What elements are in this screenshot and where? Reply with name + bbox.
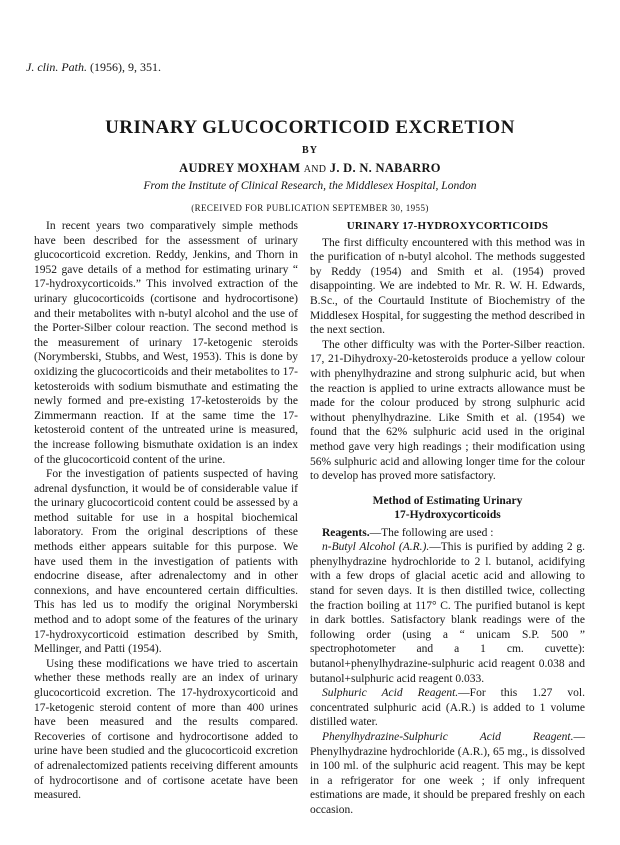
reagents-label: Reagents. (322, 526, 370, 539)
paragraph: The other difficulty was with the Porter-Silber reaction. 17, 21-Dihydroxy-20-ketosteroids produce a yellow colour with phenylhydrazine and strong sulphuric acid, but when the reaction is applied to urine extracts allowance must be made for the colour produced by strong sulphuric acid without phenylhydrazine. Like Smith et al. (1954) we found that the 62% sulphuric acid used in the original method gave very high readings ; their modification using 56% sulphuric acid and allowing longer time for the colour to develop has proved more satisfactory. (310, 338, 585, 483)
by-line: BY (302, 145, 318, 156)
authors (0, 161, 620, 176)
paragraph: The first difficulty encountered with this method was in the purification of n-butyl alcohol. The methods suggested by Reddy (1954) and Smith et al. (1954) proved disappointing. We are indebted to Mr. R. W. H. Edwards, B.Sc., of the Courtauld Institute of Biochemistry of the Middlesex Hospital, for suggesting the method described in the next section. (310, 236, 585, 337)
paragraph: In recent years two comparatively simple methods have been described for the assessment of urinary glucocorticoid excretion. Reddy, Jenkins, and Thorn in 1952 gave details of a method for estimating urinary “ 17-hydroxycorticoids.” This involved extraction of the urinary glucocorticoids (cortisone and hydrocortisone) and their metabolites with n-butyl alcohol and the use of the Porter-Silber colour reaction. The second method is the measurement of urinary 17-ketogenic steroids (Norymberski, Stubbs, and West, 1953). This is done by oxidizing the glucocorticoids and their metabolites to 17-ketosteroids with sodium bismuthate and estimating the newly formed and pre-existing 17-ketosteroids by the Zimmermann reaction. If at the same time the 17-ketosteroid content of the untreated urine is measured, the increase following bismuthate oxidation is an index of the glucocorticoid content of the urine. (34, 220, 298, 466)
article-title: URINARY GLUCOCORTICOID EXCRETION (105, 117, 515, 138)
butanol-text: —This is purified by adding 2 g. phenylhydrazine hydrochloride to 2 l. butanol, acidifying with a few drops of glacial acetic acid and allowing to stand for seven days. It is then distilled twice, collecting the fraction boiling at 117° C. The purified butanol is kept in dark bottles. Satisfactory blank readings were of the following order (using a “ unicam S.P. 500 ” spectrophotometer and a 1 cm. cuvette): butanol+phenylhydrazine-sulphuric acid reagent 0.038 and butanol+sulphuric acid reagent 0.033. (310, 541, 585, 685)
phenylhydrazine-text: —Phenylhydrazine hydrochloride (A.R.), 65 mg., is dissolved in 100 ml. of the sulphuric acid reagent. This may be kept in a refrigerator for one week ; if only infrequent estimations are made, it should be prepared freshly on each occasion. (310, 731, 585, 816)
paragraph: For the investigation of patients suspected of having adrenal dysfunction, it would be of considerable value if the urinary glucocorticoid content could be assessed by a method suitable for use in a hospital biochemical laboratory. From the original descriptions of these methods either appears suitable for this purpose. We have used them in the investigation of patients with endocrine disease, after adrenalectomy and in other connexions, and have encountered certain difficulties. This has led us to modify the original Norymberski method and to adopt some of the features of the urinary 17-hydroxycorticoid estimation described by Smith, Mellinger, and Patti (1954). (34, 468, 298, 656)
received-date: (RECEIVED FOR PUBLICATION SEPTEMBER 30, 1955) (191, 203, 429, 213)
reagents-text: —The following are used : (369, 526, 494, 539)
left-column (34, 219, 298, 803)
journal-volume: (1956), 9, 351. (89, 60, 161, 74)
butanol-paragraph (310, 540, 585, 686)
method-heading-line: 17-Hydroxycorticoids (394, 508, 501, 521)
method-heading (310, 494, 585, 522)
journal-name: J. clin. Path. (26, 60, 87, 74)
method-heading-line: Method of Estimating Urinary (372, 494, 523, 507)
author-first: AUDREY MOXHAM (179, 161, 301, 175)
reagents-paragraph (310, 526, 585, 541)
butanol-label: n-Butyl Alcohol (A.R.). (322, 541, 430, 554)
phenylhydrazine-label: Phenylhydrazine-Sulphuric Acid Reagent. (322, 731, 574, 743)
sulphuric-label: Sulphuric Acid Reagent. (322, 687, 459, 700)
author-second: J. D. N. NABARRO (329, 161, 441, 175)
paragraph: Using these modifications we have tried to ascertain whether these methods really are an index of urinary glucocorticoid excretion. The 17-hydroxycorticoid and 17-ketogenic steroid content of more than 400 urines have been measured and the results compared. Recoveries of cortisone and hydrocortisone added to urine have been studied and the glucocorticoid excretion of adrenalectomized patients receiving different amounts of hydrocortisone and of cortisone acetate have been measured. (34, 657, 298, 802)
authors-conjunction: AND (303, 164, 327, 175)
right-column (310, 219, 585, 818)
section-heading: URINARY 17-HYDROXYCORTICOIDS (346, 220, 549, 232)
sulphuric-text: —For this 1.27 vol. concentrated sulphuric acid (A.R.) is added to 1 volume distilled water. (310, 687, 585, 729)
journal-citation (26, 60, 161, 75)
phenylhydrazine-paragraph (310, 730, 585, 818)
sulphuric-paragraph (310, 686, 585, 730)
affiliation: From the Institute of Clinical Research, the Middlesex Hospital, London (143, 180, 477, 192)
